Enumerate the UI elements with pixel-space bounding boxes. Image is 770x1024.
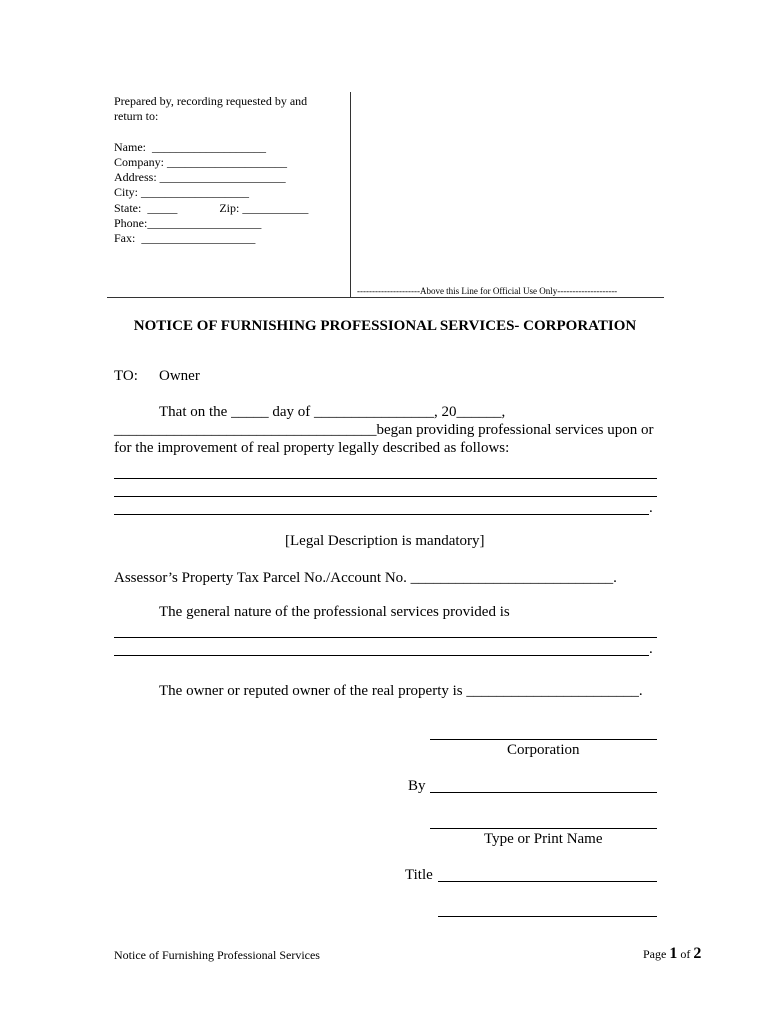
page-number bbox=[643, 945, 701, 963]
header-divider-vertical bbox=[350, 92, 351, 297]
printed-name-line[interactable] bbox=[430, 828, 657, 829]
title-line[interactable] bbox=[438, 881, 657, 882]
state-zip-field[interactable]: State: _____ Zip: ___________ bbox=[114, 200, 309, 215]
to-label: TO: bbox=[114, 368, 138, 384]
legal-desc-period: . bbox=[649, 500, 653, 516]
date-line[interactable]: That on the _____ day of ________________, 20______, bbox=[159, 404, 506, 420]
legal-desc-line-1[interactable] bbox=[114, 478, 657, 479]
to-value: Owner bbox=[159, 368, 200, 384]
page-of: of bbox=[677, 947, 694, 961]
company-field[interactable]: Company: ____________________ bbox=[114, 154, 287, 169]
corporation-name-line[interactable] bbox=[430, 739, 657, 740]
return-to-block bbox=[114, 94, 344, 247]
owner-line[interactable]: The owner or reputed owner of the real property is _______________________. bbox=[159, 683, 643, 699]
legal-desc-line-3[interactable] bbox=[114, 514, 649, 515]
signature-line[interactable] bbox=[430, 792, 657, 793]
services-period: . bbox=[649, 641, 653, 657]
prepared-by-line1: Prepared by, recording requested by and bbox=[114, 94, 308, 108]
fax-field[interactable]: Fax: ___________________ bbox=[114, 231, 256, 246]
document-title: NOTICE OF FURNISHING PROFESSIONAL SERVICES- CORPORATION bbox=[133, 318, 637, 334]
footer-doc-name: Notice of Furnishing Professional Services bbox=[114, 948, 320, 962]
services-line-2[interactable] bbox=[114, 655, 649, 656]
page-current: 1 bbox=[669, 945, 678, 962]
provider-line[interactable]: ___________________________________began providing professional services upon or bbox=[114, 422, 654, 438]
page-total: 2 bbox=[693, 945, 702, 962]
assessor-parcel-line[interactable]: Assessor’s Property Tax Parcel No./Account No. ___________________________. bbox=[114, 570, 617, 586]
corporation-label: Corporation bbox=[507, 742, 580, 758]
prepared-by-line2: return to: bbox=[114, 109, 159, 124]
by-label: By bbox=[408, 778, 426, 794]
title-label: Title bbox=[405, 867, 433, 883]
name-field[interactable]: Name: ___________________ bbox=[114, 139, 266, 154]
type-print-name-label: Type or Print Name bbox=[484, 831, 603, 847]
legal-desc-line-2[interactable] bbox=[114, 496, 657, 497]
general-nature-label: The general nature of the professional services provided is bbox=[159, 604, 510, 620]
phone-field[interactable]: Phone:___________________ bbox=[114, 216, 262, 231]
address-field[interactable]: Address: _____________________ bbox=[114, 170, 286, 185]
city-field[interactable]: City: __________________ bbox=[114, 185, 250, 200]
extra-line[interactable] bbox=[438, 916, 657, 917]
legal-desc-note: [Legal Description is mandatory] bbox=[285, 533, 485, 549]
official-use-line: ---------------------Above this Line for Official Use Only-------------------- bbox=[357, 286, 618, 296]
property-intro: for the improvement of real property legally described as follows: bbox=[114, 440, 510, 456]
services-line-1[interactable] bbox=[114, 637, 657, 638]
header-divider-horizontal bbox=[107, 297, 664, 298]
page-prefix: Page bbox=[643, 947, 670, 961]
